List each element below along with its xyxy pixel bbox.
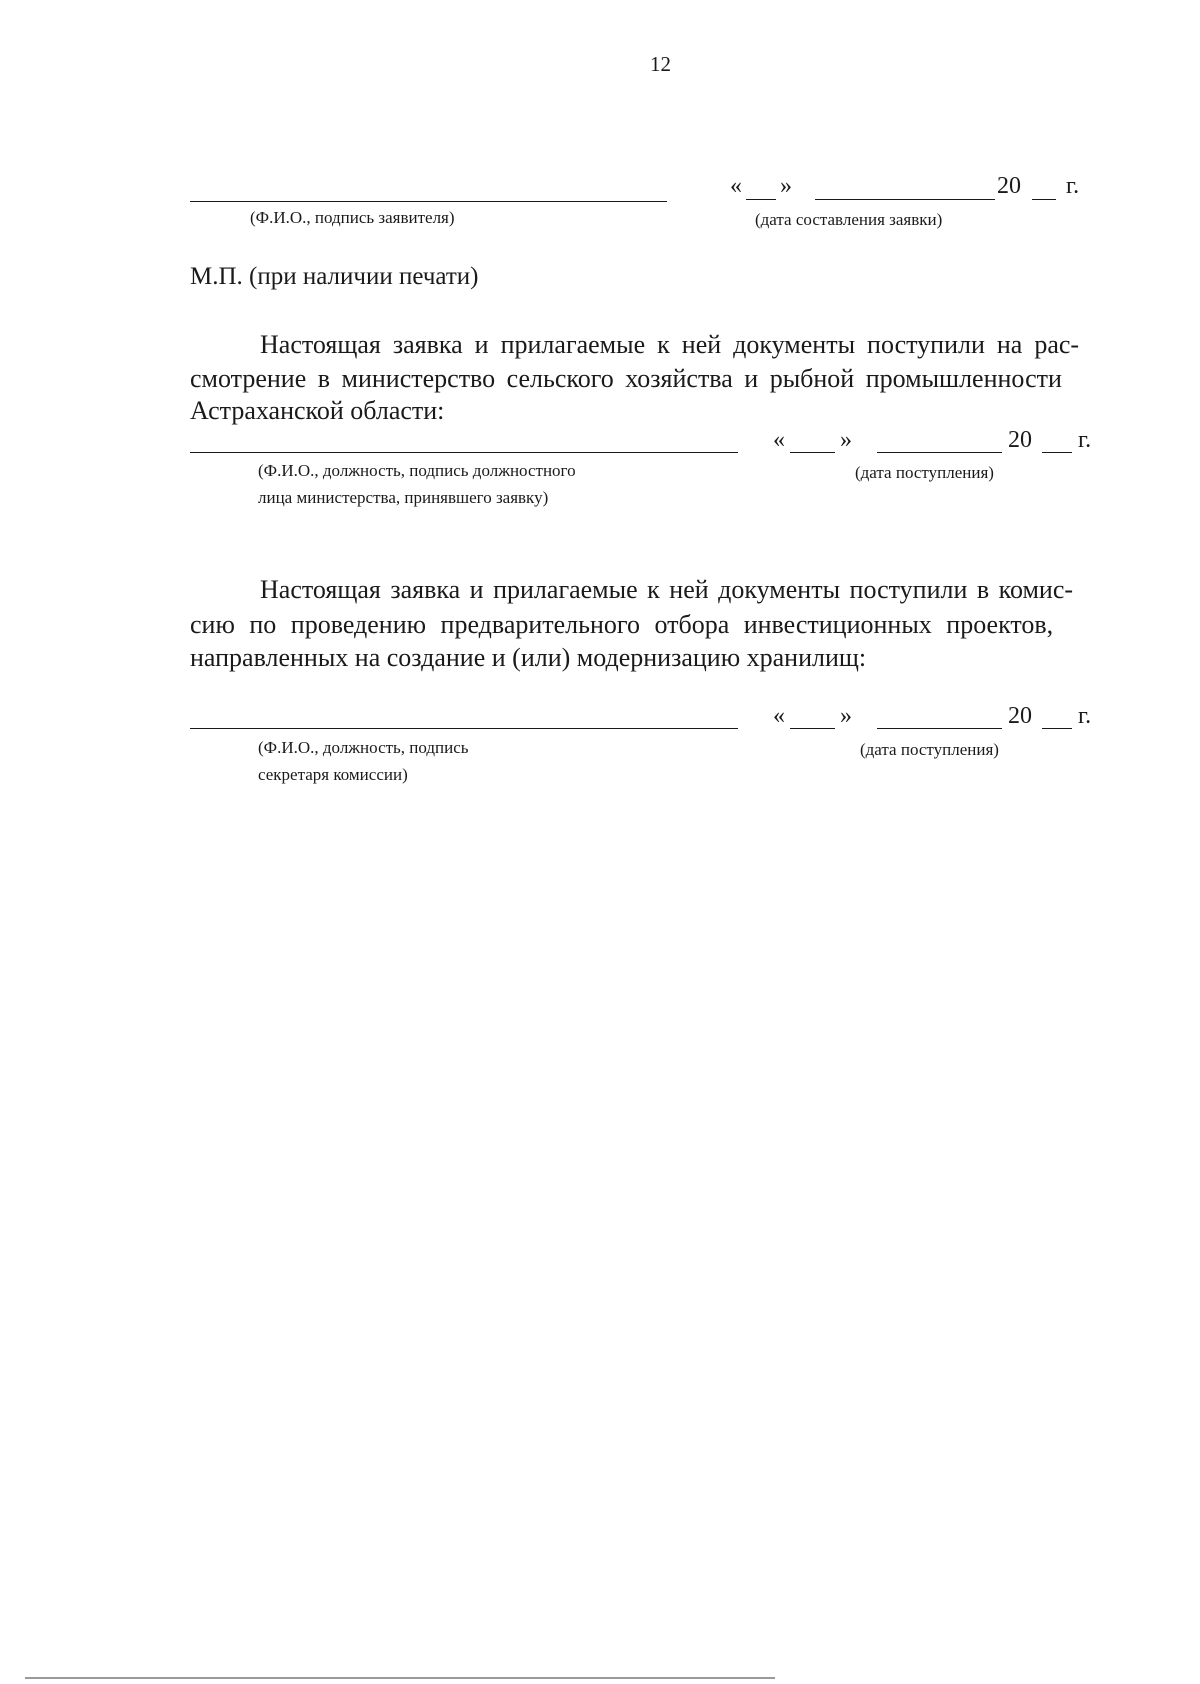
ministry-date-year-prefix: 20 — [1008, 427, 1032, 453]
applicant-date-caption: (дата составления заявки) — [755, 210, 943, 229]
commission-date-year-suffix: г. — [1078, 703, 1092, 729]
commission-date-year-prefix: 20 — [1008, 703, 1032, 729]
page-number: 12 — [650, 52, 671, 76]
commission-signature-line — [190, 728, 738, 729]
commission-date-close-quote: » — [840, 703, 852, 729]
commission-paragraph-line-3: направленных на создание и (или) модернизацию хранилищ: — [190, 643, 867, 672]
ministry-date-day-blank — [790, 452, 835, 453]
seal-note: М.П. (при наличии печати) — [190, 263, 479, 290]
commission-signature-caption-line-1: (Ф.И.О., должность, подпись — [258, 738, 469, 757]
commission-date-open-quote: « — [773, 703, 785, 729]
ministry-signature-caption-line-1: (Ф.И.О., должность, подпись должностного — [258, 461, 576, 480]
ministry-signature-caption-line-2: лица министерства, принявшего заявку) — [258, 488, 549, 507]
ministry-date-year-suffix: г. — [1078, 427, 1092, 453]
applicant-signature-caption: (Ф.И.О., подпись заявителя) — [250, 208, 455, 227]
commission-signature-caption-line-2: секретаря комиссии) — [258, 765, 408, 784]
applicant-date-year-blank — [1032, 199, 1056, 200]
ministry-signature-line — [190, 452, 738, 453]
commission-paragraph-line-1: Настоящая заявка и прилагаемые к ней документы поступили в комис- — [260, 575, 1074, 604]
applicant-date-year-prefix: 20 — [997, 173, 1021, 199]
applicant-signature-line — [190, 201, 667, 202]
applicant-date-day-blank — [746, 199, 776, 200]
commission-paragraph-line-2: сию по проведению предварительного отбора инвестиционных проектов, — [190, 610, 1054, 639]
applicant-date-month-blank — [815, 199, 995, 200]
ministry-date-month-blank — [877, 452, 1002, 453]
ministry-date-caption: (дата поступления) — [855, 463, 994, 482]
ministry-paragraph-line-2: смотрение в министерство сельского хозяйства и рыбной промышленности — [190, 364, 1062, 393]
commission-date-year-blank — [1042, 728, 1072, 729]
applicant-date-close-quote: » — [780, 173, 792, 199]
ministry-paragraph-line-3: Астраханской области: — [190, 396, 445, 425]
ministry-date-open-quote: « — [773, 427, 785, 453]
bottom-scan-rule — [25, 1677, 775, 1679]
ministry-date-close-quote: » — [840, 427, 852, 453]
commission-date-day-blank — [790, 728, 835, 729]
applicant-date-year-suffix: г. — [1066, 173, 1080, 199]
commission-date-month-blank — [877, 728, 1002, 729]
ministry-paragraph-line-1: Настоящая заявка и прилагаемые к ней документы поступили на рас- — [260, 330, 1080, 359]
applicant-date-open-quote: « — [730, 173, 742, 199]
ministry-date-year-blank — [1042, 452, 1072, 453]
commission-date-caption: (дата поступления) — [860, 740, 999, 759]
